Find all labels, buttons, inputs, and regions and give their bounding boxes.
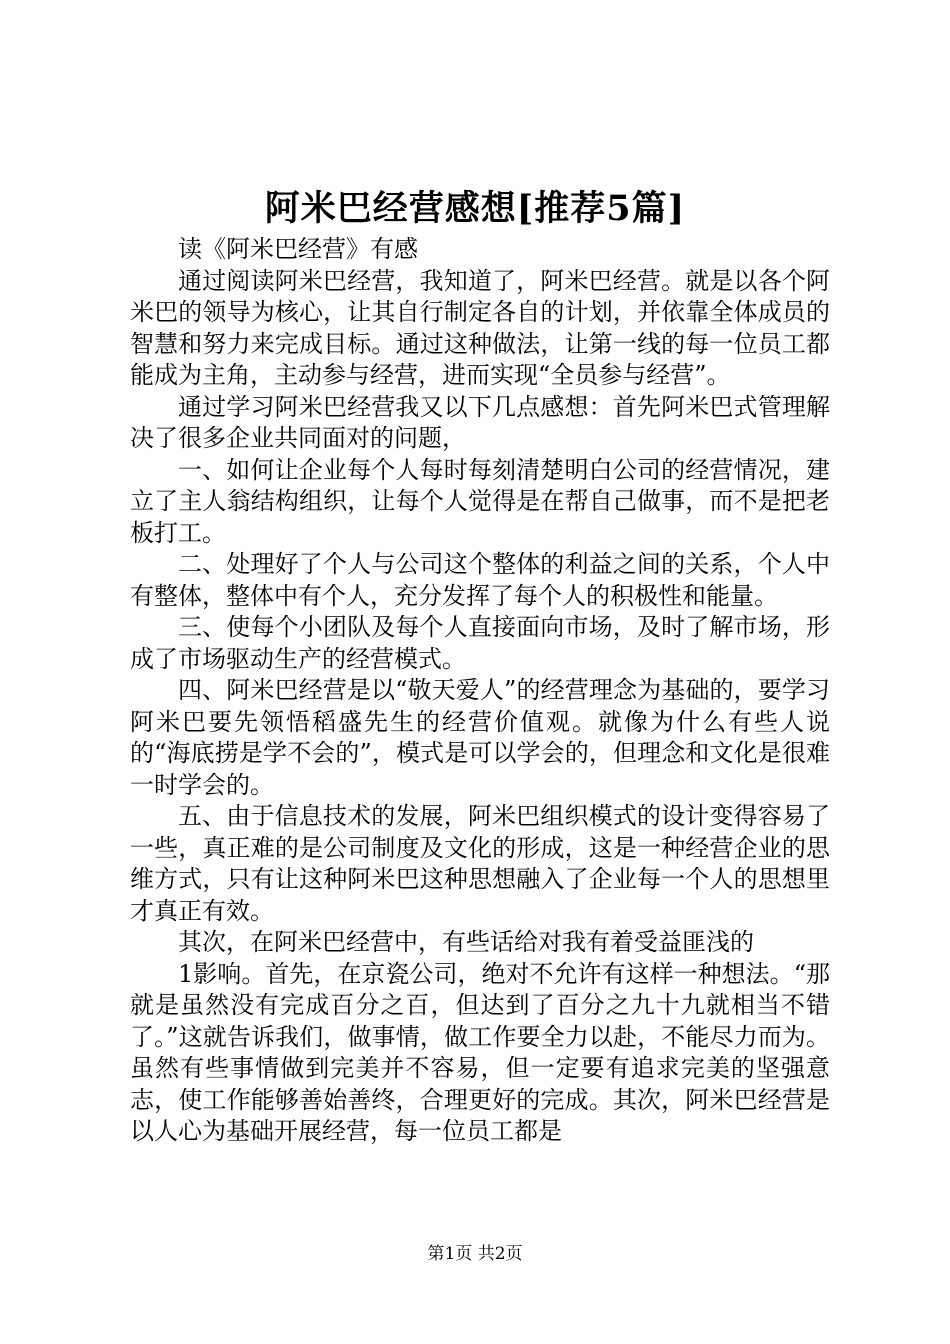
- document-body: [130, 234, 830, 1148]
- paragraph-secondly: 其次，在阿米巴经营中，有些话给对我有着受益匪浅的: [178, 928, 754, 956]
- paragraph-influence: 1影响。首先，在京瓷公司，绝对不允许有这样一种想法。“那就是虽然没有完成百分之百，但达到了百分之九十九就相当不错了。”这就告诉我们，做事情，做工作要全力以赴，不能尽力而为。虽然有些事情做到完美并不容易，但一定要有追求完美的坚强意志，使工作能够善始善终，合理更好的完成。其次，阿米巴经营是以人心为基础开展经营，每一位员工都是: [130, 959, 830, 1145]
- paragraph-point-5: 五、由于信息技术的发展，阿米巴组织模式的设计变得容易了一些，真正难的是公司制度及文化的形成，这是一种经营企业的思维方式，只有让这种阿米巴这种思想融入了企业每一个人的思想里才真正有效。: [130, 802, 830, 925]
- paragraph-intro: 通过阅读阿米巴经营，我知道了，阿米巴经营。就是以各个阿米巴的领导为核心，让其自行制定各自的计划，并依靠全体成员的智慧和努力来完成目标。通过这种做法，让第一线的每一位员工都能成为主角，主动参与经营，进而实现“全员参与经营”。: [130, 266, 830, 389]
- paragraph-thoughts: 通过学习阿米巴经营我又以下几点感想：首先阿米巴式管理解决了很多企业共同面对的问题，: [130, 392, 830, 452]
- paragraph-subtitle: 读《阿米巴经营》有感: [178, 235, 418, 263]
- paragraph-point-3: 三、使每个小团队及每个人直接面向市场，及时了解市场，形成了市场驱动生产的经营模式。: [130, 613, 830, 673]
- paragraph-point-2: 二、处理好了个人与公司这个整体的利益之间的关系，个人中有整体，整体中有个人，充分发挥了每个人的积极性和能量。: [130, 550, 830, 610]
- page-number-footer: 第1页 共2页: [427, 1244, 523, 1264]
- document-title: 阿米巴经营感想[推荐5篇]: [264, 188, 686, 229]
- paragraph-point-4: 四、阿米巴经营是以“敬天爱人”的经营理念为基础的，要学习阿米巴要先领悟稻盛先生的经营价值观。就像为什么有些人说的“海底捞是学不会的”，模式是可以学会的，但理念和文化是很难一时学会的。: [130, 676, 830, 799]
- paragraph-point-1: 一、如何让企业每个人每时每刻清楚明白公司的经营情况，建立了主人翁结构组织，让每个人觉得是在帮自己做事，而不是把老板打工。: [130, 455, 830, 547]
